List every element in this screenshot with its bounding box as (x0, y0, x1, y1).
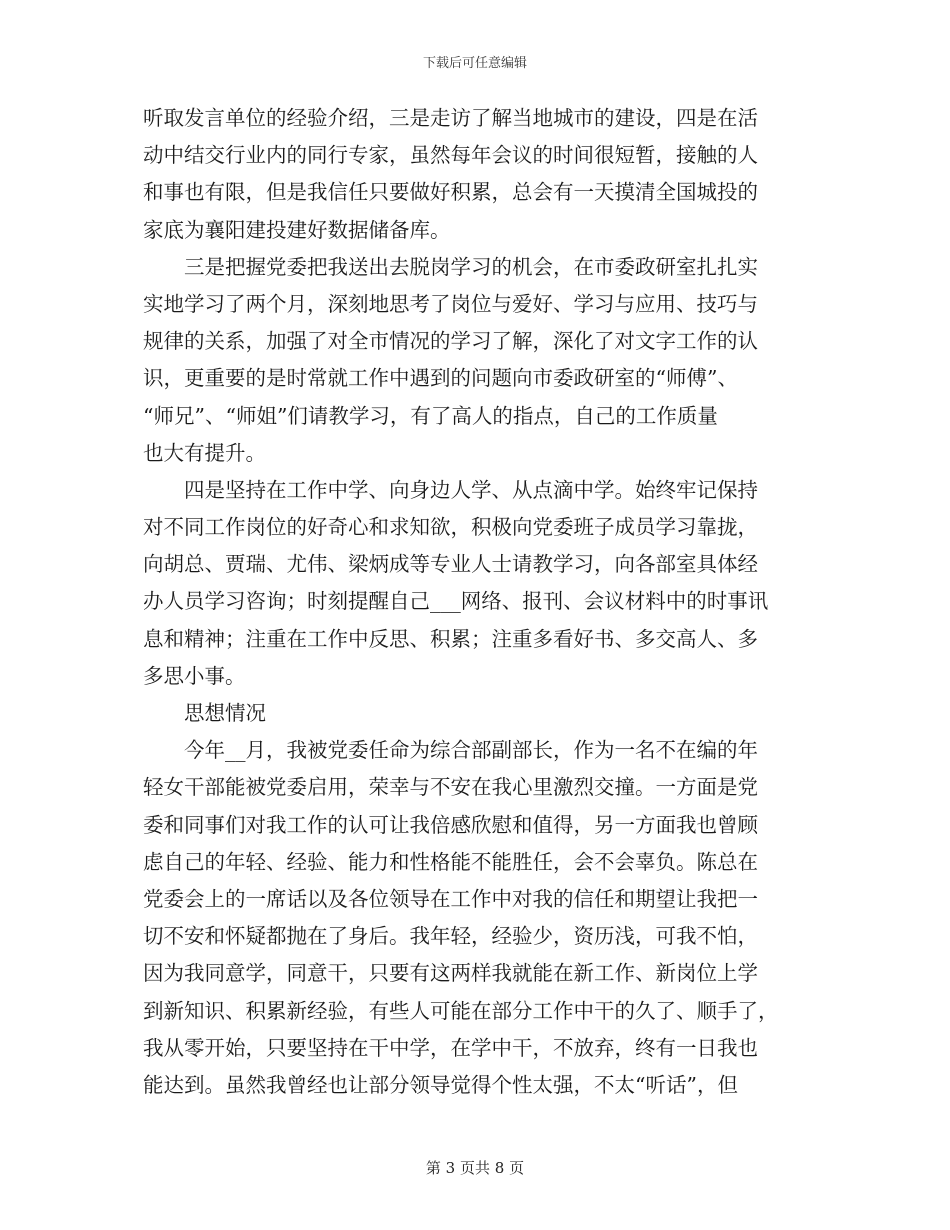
text-line: 能达到。虽然我曾经也让部分领导觉得个性太强，不太“听话”，但 (143, 1072, 738, 1097)
text-line: 我从零开始，只要坚持在干中学，在学中干，不放弃，终有一日我也 (143, 1035, 758, 1060)
text-line: 切不安和怀疑都抛在了身后。我年轻，经验少，资历浅，可我不怕， (143, 924, 758, 949)
text-line: 向胡总、贾瑞、尤伟、梁炳成等专业人士请教学习，向各部室具体经 (143, 552, 758, 577)
page-number-footer: 第 3 页共 8 页 (425, 1159, 525, 1177)
text-line: 动中结交行业内的同行专家，虽然每年会议的时间很短暂，接触的人 (143, 143, 758, 168)
text-line: 今年__月，我被党委任命为综合部副部长，作为一名不在编的年 (143, 738, 758, 763)
text-line: 虑自己的年轻、经验、能力和性格能不能胜任，会不会辜负。陈总在 (143, 849, 758, 874)
text-line: 到新知识、积累新经验，有些人可能在部分工作中干的久了、顺手了， (143, 998, 779, 1023)
document-body (143, 100, 803, 1104)
text-line: 委和同事们对我工作的认可让我倍感欣慰和值得，另一方面我也曾顾 (143, 812, 758, 837)
text-line: 识，更重要的是时常就工作中遇到的问题向市委政研室的“师傅”、 (143, 366, 738, 391)
text-line: 也大有提升。 (143, 440, 266, 465)
page-header: 下载后可任意编辑 (422, 56, 527, 71)
text-line: 多思小事。 (143, 663, 246, 688)
text-line: 对不同工作岗位的好奇心和求知欲，积极向党委班子成员学习靠拢， (143, 515, 758, 540)
text-line: 家底为襄阳建投建好数据储备库。 (143, 217, 451, 242)
text-line: 息和精神；注重在工作中反思、积累；注重多看好书、多交高人、多 (143, 626, 758, 651)
text-line: 办人员学习咨询；时刻提醒自己___网络、报刊、会议材料中的时事讯 (143, 589, 769, 614)
text-line: 三是把握党委把我送出去脱岗学习的机会，在市委政研室扎扎实 (143, 254, 758, 279)
text-line: 和事也有限，但是我信任只要做好积累，总会有一天摸清全国城投的 (143, 180, 758, 205)
section-heading: 思想情况 (143, 701, 266, 725)
text-line: 实地学习了两个月，深刻地思考了岗位与爱好、学习与应用、技巧与 (143, 291, 758, 316)
text-line: “师兄”、“师姐”们请教学习，有了高人的指点，自己的工作质量 (143, 403, 718, 428)
text-line: 轻女干部能被党委启用，荣幸与不安在我心里激烈交撞。一方面是党 (143, 775, 758, 800)
text-line: 四是坚持在工作中学、向身边人学、从点滴中学。始终牢记保持 (143, 477, 758, 502)
text-line: 因为我同意学，同意干，只要有这两样我就能在新工作、新岗位上学 (143, 961, 758, 986)
text-line: 党委会上的一席话以及各位领导在工作中对我的信任和期望让我把一 (143, 886, 758, 911)
text-line: 规律的关系，加强了对全市情况的学习了解，深化了对文字工作的认 (143, 329, 758, 354)
text-line: 听取发言单位的经验介绍，三是走访了解当地城市的建设，四是在活 (143, 106, 758, 130)
